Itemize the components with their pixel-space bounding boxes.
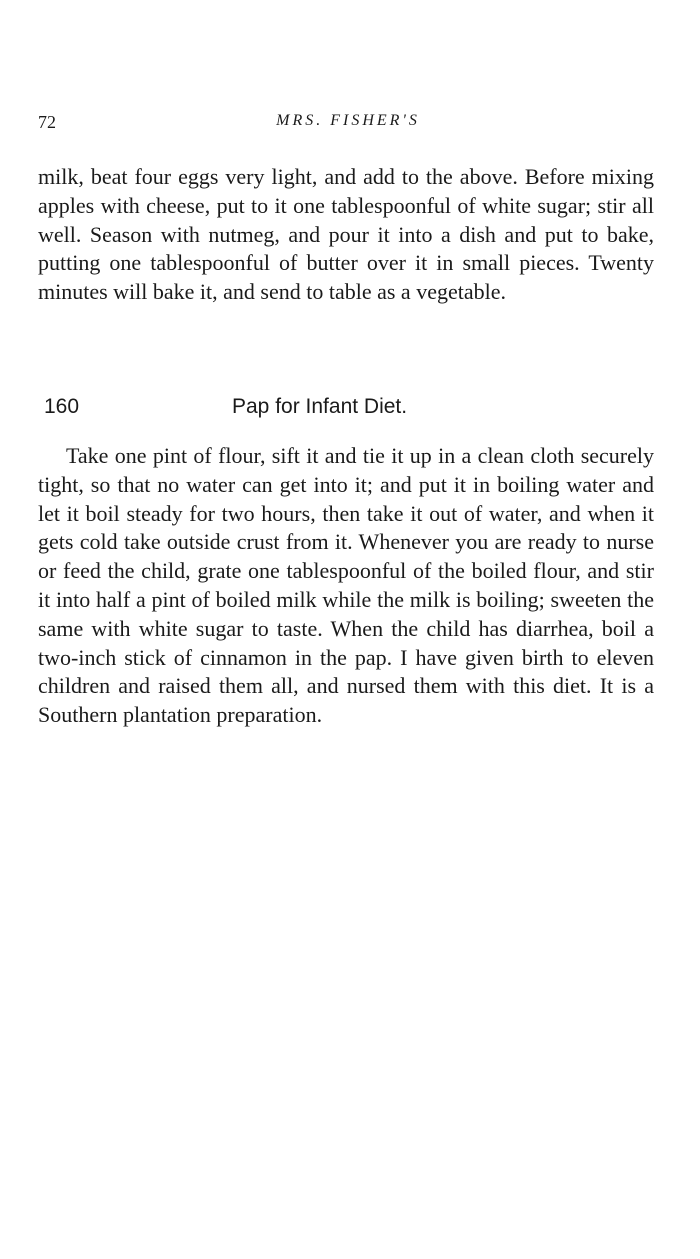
running-title: MRS. FISHER'S (276, 112, 420, 129)
recipe-number: 160 (44, 395, 80, 418)
recipe-paragraph: Take one pint of flour, sift it and tie it up in a clean cloth securely tight, so that no water can get into it; and put it in boiling water and let it boil steady for two hours, then take it out of water, and when it gets cold take outside crust from it. Whenever you are ready to nurse or feed the child, grate one tablespoonful of the boiled flour, and stir it into half a pint of boiled milk while the milk is boiling; sweeten the same with white sugar to taste. When the child has diarrhea, boil a two-inch stick of cinnamon in the pap. I have given birth to eleven children and raised them all, and nursed them with this diet. It is a Southern plantation preparation. (38, 443, 654, 728)
recipe-heading (44, 395, 654, 425)
recipe-title: Pap for Infant Diet. (232, 395, 408, 418)
running-header (38, 112, 658, 140)
page-number: 72 (38, 112, 56, 132)
continued-paragraph: milk, beat four eggs very light, and add to the above. Before mixing apples with cheese, put to it one tablespoonful of white sugar; stir all well. Season with nutmeg, and pour it into a dish and put to bake, putting one tablespoonful of butter over it in small pieces. Twenty minutes will bake it, and send to table as a vegetable. (38, 164, 654, 305)
